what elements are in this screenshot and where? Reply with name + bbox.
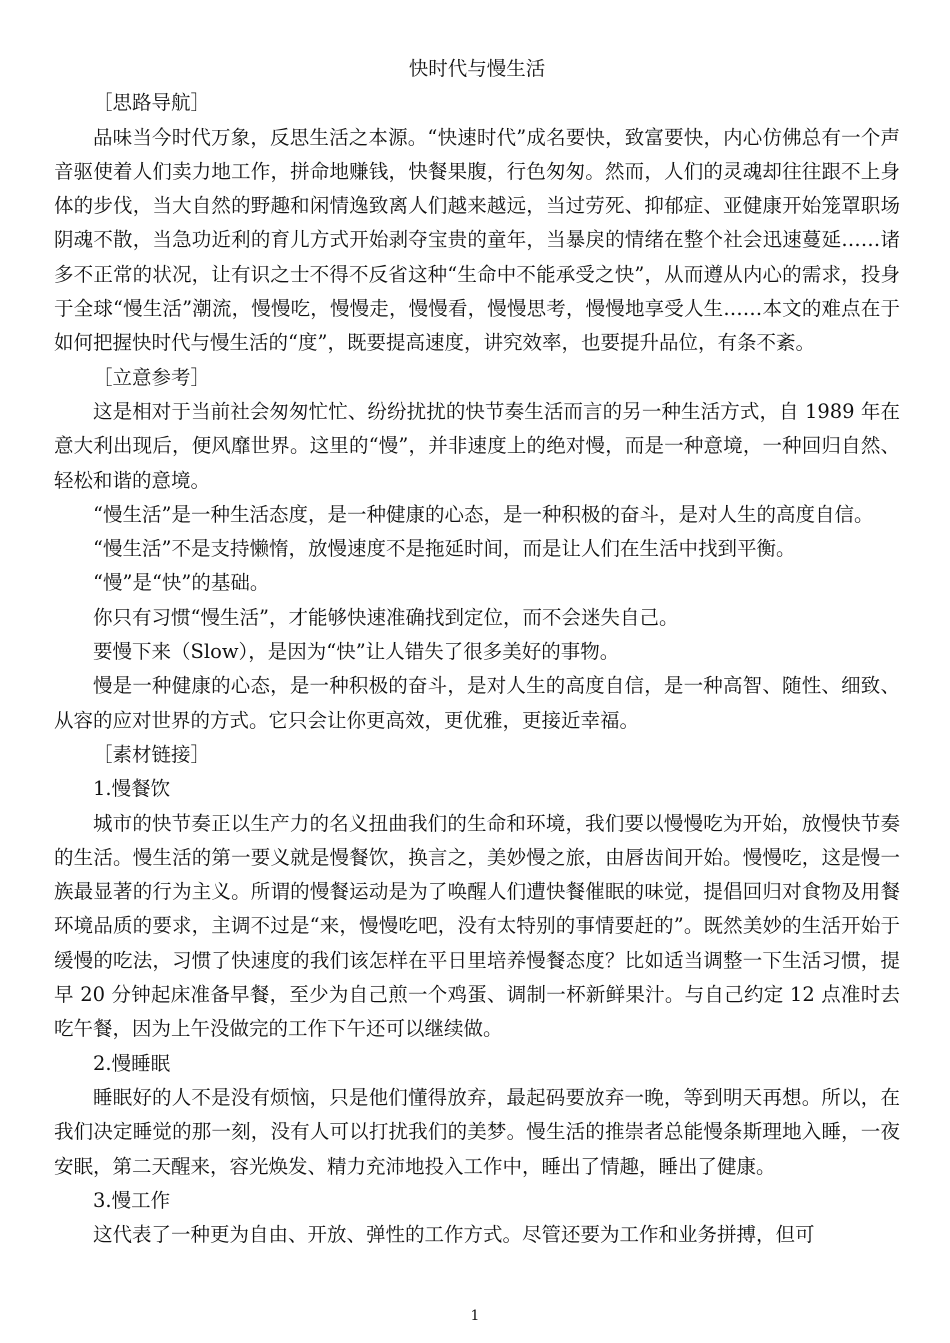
body-paragraph: “慢”是“快”的基础。 (93, 571, 270, 595)
section-heading-idea-reference: ［立意参考］ (93, 365, 211, 389)
body-paragraph: 品味当今时代万象，反思生活之本源。“快速时代”成名要快，致富要快，内心仿佛总有一个声音驱使着人们卖力地工作，拼命地赚钱，快餐果腹，行色匆匆。然而，人们的灵魂却往往跟不上身体的步伐，当大自然的野趣和闲情逸致离人们越来越远，当过劳死、抑郁症、亚健康开始笼罩职场阴魂不散，当急功近利的育儿方式开始剥夺宝贵的童年，当暴戾的情绪在整个社会迅速蔓延……诸多不正常的状况，让有识之士不得不反省这种“生命中不能承受之快”，从而遵从内心的需求，投身于全球“慢生活”潮流，慢慢吃，慢慢走，慢慢看，慢慢思考，慢慢地享受人生……本文的难点在于如何把握快时代与慢生活的“度”，既要提高速度，讲究效率，也要提升品位，有条不紊。 (54, 125, 900, 355)
body-paragraph: 这代表了一种更为自由、开放、弹性的工作方式。尽管还要为工作和业务拼搏，但可 (93, 1223, 815, 1247)
subheading-slow-dining: 1.慢餐饮 (93, 777, 171, 801)
body-paragraph: 慢是一种健康的心态，是一种积极的奋斗，是对人生的高度自信，是一种高智、随性、细致、从容的应对世界的方式。它只会让你更高效，更优雅，更接近幸福。 (54, 674, 900, 732)
body-paragraph: “慢生活”不是支持懒惰，放慢速度不是拖延时间，而是让人们在生活中找到平衡。 (93, 537, 796, 561)
body-paragraph: 睡眠好的人不是没有烦恼，只是他们懂得放弃，最起码要放弃一晚，等到明天再想。所以，在我们决定睡觉的那一刻，没有人可以打扰我们的美梦。慢生活的推崇者总能慢条斯理地入睡，一夜安眠，第二天醒来，容光焕发、精力充沛地投入工作中，睡出了情趣，睡出了健康。 (54, 1085, 900, 1178)
subheading-slow-work: 3.慢工作 (93, 1188, 171, 1212)
page-number: 1 (470, 1308, 480, 1324)
document-page (54, 52, 900, 1252)
subheading-slow-sleep: 2.慢睡眠 (93, 1051, 171, 1075)
section-heading-thinking-guide: ［思路导航］ (93, 91, 211, 115)
body-paragraph: 这是相对于当前社会匆匆忙忙、纷纷扰扰的快节奏生活而言的另一种生活方式，自 1989 年在意大利出现后，便风靡世界。这里的“慢”，并非速度上的绝对慢，而是一种意境，一种回归自然、轻松和谐的意境。 (54, 399, 900, 492)
body-paragraph: “慢生活”是一种生活态度，是一种健康的心态，是一种积极的奋斗，是对人生的高度自信。 (93, 502, 874, 526)
body-paragraph: 城市的快节奏正以生产力的名义扭曲我们的生命和环境，我们要以慢慢吃为开始，放慢快节奏的生活。慢生活的第一要义就是慢餐饮，换言之，美妙慢之旅，由唇齿间开始。慢慢吃，这是慢一族最显著的行为主义。所谓的慢餐运动是为了唤醒人们遭快餐催眠的味觉，提倡回归对食物及用餐环境品质的要求，主调不过是“来，慢慢吃吧，没有太特别的事情要赶的”。既然美妙的生活开始于缓慢的吃法，习惯了快速度的我们该怎样在平日里培养慢餐态度？比如适当调整一下生活习惯，提早 20 分钟起床准备早餐，至少为自己煎一个鸡蛋、调制一杯新鲜果汁。与自己约定 12 点准时去吃午餐，因为上午没做完的工作下午还可以继续做。 (54, 811, 900, 1041)
section-heading-material-links: ［素材链接］ (93, 742, 211, 766)
body-paragraph: 你只有习惯“慢生活”，才能够快速准确找到定位，而不会迷失自己。 (93, 605, 679, 629)
body-paragraph: 要慢下来（Slow），是因为“快”让人错失了很多美好的事物。 (93, 640, 620, 664)
document-title: 快时代与慢生活 (408, 57, 546, 80)
